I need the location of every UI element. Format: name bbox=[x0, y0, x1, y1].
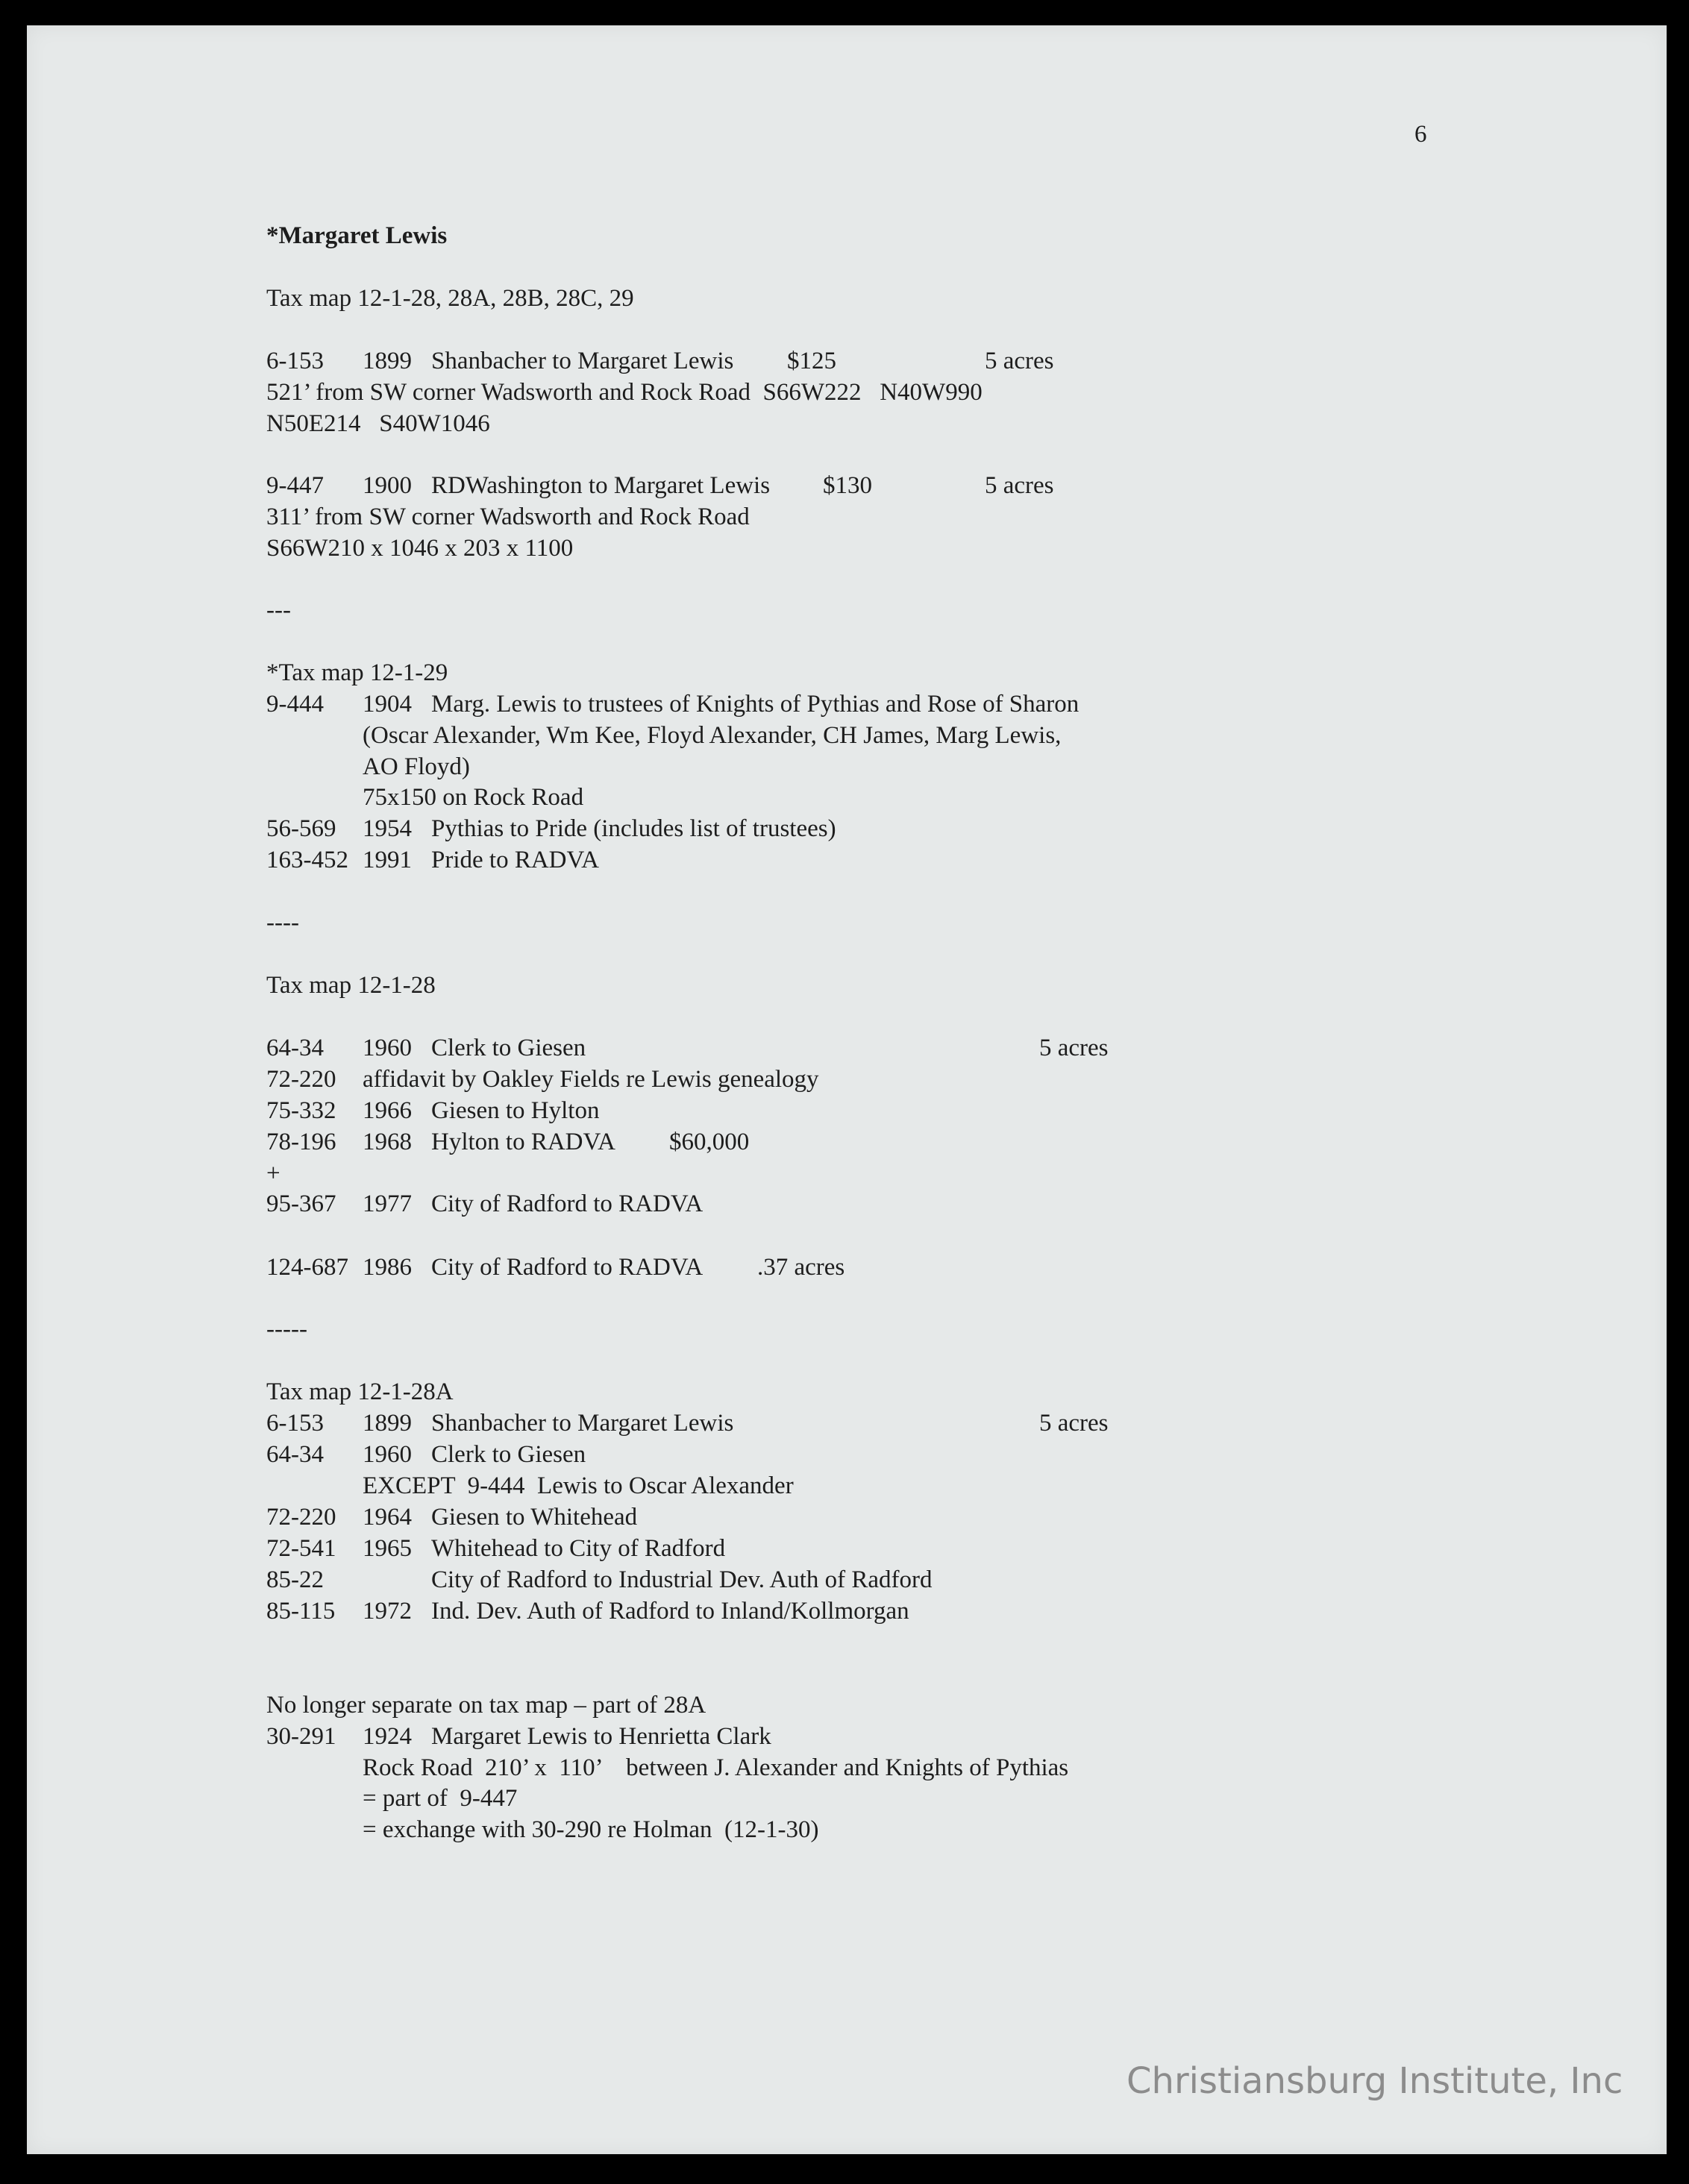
entry2-ref: 9-447 bbox=[266, 472, 324, 499]
row-desc: Shanbacher to Margaret Lewis bbox=[431, 1410, 734, 1437]
row-ref: 163-452 bbox=[266, 847, 348, 873]
row-acres: .37 acres bbox=[757, 1254, 845, 1281]
row-ref: 95-367 bbox=[266, 1190, 336, 1217]
row-price: $60,000 bbox=[669, 1129, 750, 1155]
page-number: 6 bbox=[1414, 121, 1427, 148]
row-acres: 5 acres bbox=[1039, 1035, 1109, 1061]
entry1-price: $125 bbox=[787, 348, 836, 374]
row-desc: Margaret Lewis to Henrietta Clark bbox=[431, 1723, 771, 1750]
row-desc: Hylton to RADVA bbox=[431, 1129, 615, 1155]
row-ref: 6-153 bbox=[266, 1410, 324, 1437]
section-title: *Tax map 12-1-29 bbox=[266, 659, 448, 686]
row-desc: Rock Road 210’ x 110’ between J. Alexander and Knights of Pythias bbox=[363, 1754, 1069, 1781]
row-year: 1991 bbox=[363, 847, 412, 873]
watermark: Christiansburg Institute, Inc bbox=[1126, 2060, 1623, 2102]
row-year: 1954 bbox=[363, 815, 412, 842]
row-desc: = exchange with 30-290 re Holman (12-1-30) bbox=[363, 1816, 819, 1843]
page-title: *Margaret Lewis bbox=[266, 222, 448, 249]
row-ref: 72-541 bbox=[266, 1535, 336, 1562]
row-desc: City of Radford to Industrial Dev. Auth of Radford bbox=[431, 1566, 933, 1593]
row-year: 1899 bbox=[363, 1410, 412, 1437]
row-desc: Giesen to Hylton bbox=[431, 1097, 600, 1124]
row-year: 1960 bbox=[363, 1035, 412, 1061]
section-title: Tax map 12-1-28A bbox=[266, 1378, 454, 1405]
row-year: 1972 bbox=[363, 1598, 412, 1625]
row-ref: 85-22 bbox=[266, 1566, 324, 1593]
entry2-year: 1900 bbox=[363, 472, 412, 499]
entry1-year: 1899 bbox=[363, 348, 412, 374]
row-ref: 85-115 bbox=[266, 1598, 336, 1625]
row-ref: 75-332 bbox=[266, 1097, 336, 1124]
row-year: 1986 bbox=[363, 1254, 412, 1281]
row-year: 1968 bbox=[363, 1129, 412, 1155]
entry1-ref: 6-153 bbox=[266, 348, 324, 374]
row-ref: 72-220 bbox=[266, 1066, 336, 1093]
row-desc: Ind. Dev. Auth of Radford to Inland/Kollmorgan bbox=[431, 1598, 909, 1625]
row-desc: affidavit by Oakley Fields re Lewis genealogy bbox=[363, 1066, 819, 1093]
row-desc: AO Floyd) bbox=[363, 753, 470, 780]
row-year: 1964 bbox=[363, 1504, 412, 1531]
entry2-desc: RDWashington to Margaret Lewis bbox=[431, 472, 771, 499]
row-year: 1965 bbox=[363, 1535, 412, 1562]
row-ref: + bbox=[266, 1160, 281, 1187]
row-desc: (Oscar Alexander, Wm Kee, Floyd Alexander, CH James, Marg Lewis, bbox=[363, 722, 1062, 749]
row-ref: 78-196 bbox=[266, 1129, 336, 1155]
entry1-desc: Shanbacher to Margaret Lewis bbox=[431, 348, 734, 374]
row-desc: Giesen to Whitehead bbox=[431, 1504, 638, 1531]
tax-map-main: Tax map 12-1-28, 28A, 28B, 28C, 29 bbox=[266, 285, 634, 312]
row-ref: 72-220 bbox=[266, 1504, 336, 1531]
row-ref: 56-569 bbox=[266, 815, 336, 842]
row-desc: City of Radford to RADVA bbox=[431, 1254, 704, 1281]
row-ref: 30-291 bbox=[266, 1723, 336, 1750]
entry1-line3: N50E214 S40W1046 bbox=[266, 410, 490, 437]
entry1-acres: 5 acres bbox=[985, 348, 1054, 374]
row-desc: Whitehead to City of Radford bbox=[431, 1535, 726, 1562]
row-desc: Clerk to Giesen bbox=[431, 1441, 586, 1468]
row-ref: 64-34 bbox=[266, 1035, 324, 1061]
row-desc: = part of 9-447 bbox=[363, 1785, 518, 1812]
row-desc: City of Radford to RADVA bbox=[431, 1190, 704, 1217]
separator: ----- bbox=[266, 1316, 307, 1343]
row-year: 1960 bbox=[363, 1441, 412, 1468]
entry2-price: $130 bbox=[823, 472, 872, 499]
row-desc: 75x150 on Rock Road bbox=[363, 784, 584, 811]
separator: --- bbox=[266, 597, 291, 624]
entry1-line2: 521’ from SW corner Wadsworth and Rock Road S66W222 N40W990 bbox=[266, 379, 983, 406]
separator: ---- bbox=[266, 909, 299, 936]
row-acres: 5 acres bbox=[1039, 1410, 1109, 1437]
row-desc: Pythias to Pride (includes list of trustees) bbox=[431, 815, 836, 842]
row-ref: 64-34 bbox=[266, 1441, 324, 1468]
entry2-line2: 311’ from SW corner Wadsworth and Rock Road bbox=[266, 503, 750, 530]
row-year: 1966 bbox=[363, 1097, 412, 1124]
row-desc: Marg. Lewis to trustees of Knights of Pythias and Rose of Sharon bbox=[431, 691, 1079, 718]
row-ref: 124-687 bbox=[266, 1254, 348, 1281]
row-desc: EXCEPT 9-444 Lewis to Oscar Alexander bbox=[363, 1472, 794, 1499]
row-year: 1977 bbox=[363, 1190, 412, 1217]
entry2-acres: 5 acres bbox=[985, 472, 1054, 499]
row-year: 1904 bbox=[363, 691, 412, 718]
row-ref: 9-444 bbox=[266, 691, 324, 718]
row-desc: Pride to RADVA bbox=[431, 847, 599, 873]
section-title: No longer separate on tax map – part of 28A bbox=[266, 1692, 706, 1719]
section-title: Tax map 12-1-28 bbox=[266, 972, 436, 999]
row-desc: Clerk to Giesen bbox=[431, 1035, 586, 1061]
entry2-line3: S66W210 x 1046 x 203 x 1100 bbox=[266, 535, 574, 562]
row-year: 1924 bbox=[363, 1723, 412, 1750]
